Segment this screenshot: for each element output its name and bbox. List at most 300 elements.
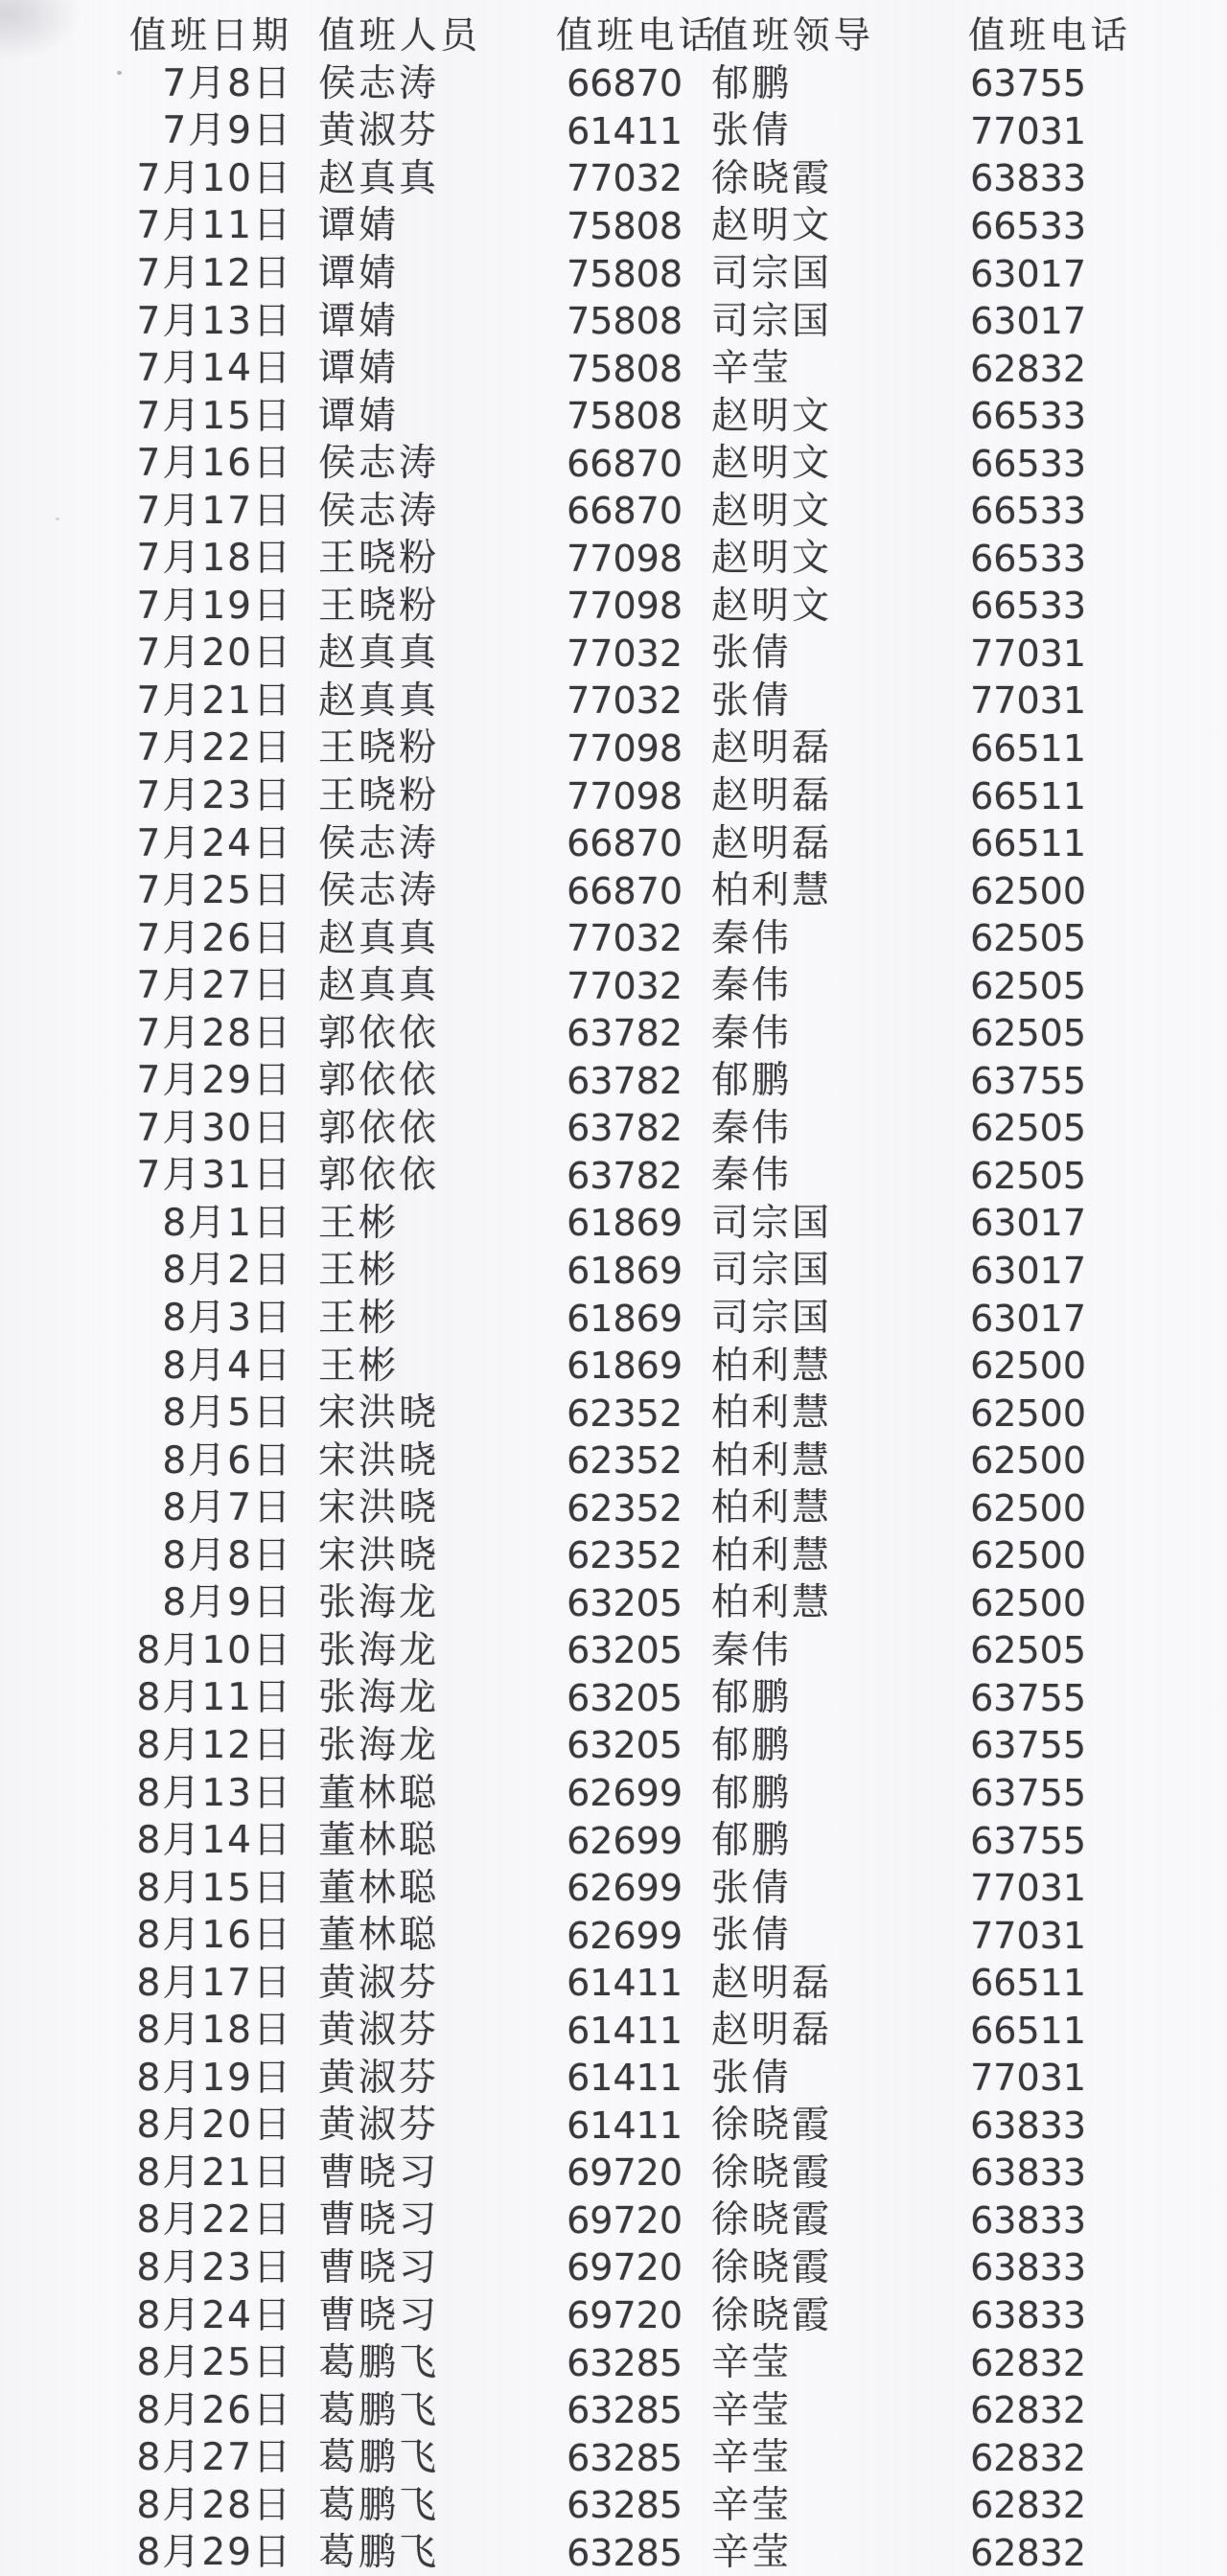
cell-duty-phone: 62699 xyxy=(567,1867,683,1910)
cell-duty-leader: 张倩 xyxy=(711,678,793,723)
cell-duty-phone: 63782 xyxy=(567,1012,683,1055)
cell-duty-phone: 77032 xyxy=(567,679,683,723)
cell-duty-phone: 77098 xyxy=(567,585,683,628)
cell-duty-phone: 61869 xyxy=(567,1202,683,1245)
cell-duty-phone: 75808 xyxy=(567,395,683,438)
cell-duty-date: 7月15日 xyxy=(136,394,292,438)
cell-leader-phone: 66533 xyxy=(970,585,1086,628)
cell-duty-leader: 柏利慧 xyxy=(711,1392,833,1436)
cell-leader-phone: 62500 xyxy=(970,1392,1086,1435)
cell-duty-leader: 徐晓霞 xyxy=(711,2150,833,2195)
cell-leader-phone: 62500 xyxy=(970,869,1086,912)
cell-duty-person: 张海龙 xyxy=(318,1581,440,1625)
cell-duty-phone: 63782 xyxy=(567,1107,683,1150)
cell-duty-phone: 77098 xyxy=(567,726,683,770)
cell-duty-leader: 柏利慧 xyxy=(711,869,833,913)
table-row xyxy=(0,392,1227,440)
table-row xyxy=(0,2529,1227,2576)
cell-duty-phone: 62699 xyxy=(567,1772,683,1814)
cell-duty-leader: 赵明文 xyxy=(711,442,833,486)
cell-duty-phone: 63205 xyxy=(567,1629,683,1672)
table-row xyxy=(0,535,1227,583)
cell-duty-person: 葛鹏飞 xyxy=(318,2436,440,2480)
cell-leader-phone: 63755 xyxy=(970,62,1086,105)
cell-duty-person: 谭婧 xyxy=(318,299,400,343)
cell-leader-phone: 62832 xyxy=(970,2531,1086,2574)
table-row xyxy=(0,440,1227,488)
cell-duty-phone: 69720 xyxy=(567,2246,683,2289)
cell-leader-phone: 62832 xyxy=(970,2341,1086,2384)
cell-duty-date: 8月9日 xyxy=(162,1581,292,1625)
cell-leader-phone: 66533 xyxy=(970,490,1086,533)
cell-leader-phone: 77031 xyxy=(970,679,1086,723)
cell-leader-phone: 62505 xyxy=(970,917,1086,960)
cell-duty-leader: 赵明文 xyxy=(711,537,833,581)
cell-duty-date: 8月12日 xyxy=(136,1723,292,1767)
cell-duty-date: 7月17日 xyxy=(136,489,292,533)
table-row xyxy=(0,2102,1227,2150)
cell-duty-phone: 77098 xyxy=(567,537,683,580)
cell-duty-phone: 75808 xyxy=(567,204,683,247)
cell-duty-date: 8月24日 xyxy=(136,2293,292,2337)
cell-duty-date: 7月11日 xyxy=(136,204,292,248)
cell-duty-phone: 66870 xyxy=(567,442,683,485)
cell-duty-date: 8月14日 xyxy=(136,1819,292,1863)
cell-duty-leader: 柏利慧 xyxy=(711,1344,833,1388)
cell-duty-person: 王彬 xyxy=(318,1344,400,1388)
cell-duty-leader: 赵明磊 xyxy=(711,774,833,818)
cell-duty-leader: 赵明磊 xyxy=(711,2009,833,2053)
cell-duty-phone: 63285 xyxy=(567,2484,683,2527)
cell-duty-person: 侯志涛 xyxy=(318,489,440,533)
cell-leader-phone: 66533 xyxy=(970,204,1086,247)
cell-leader-phone: 62505 xyxy=(970,1154,1086,1197)
cell-leader-phone: 63755 xyxy=(970,1724,1086,1767)
table-row xyxy=(0,2150,1227,2197)
table-row xyxy=(0,914,1227,962)
cell-duty-phone: 61869 xyxy=(567,1249,683,1292)
cell-duty-leader: 张倩 xyxy=(711,632,793,676)
cell-duty-person: 郭依依 xyxy=(318,1011,440,1055)
cell-leader-phone: 63017 xyxy=(970,1297,1086,1340)
cell-duty-leader: 徐晓霞 xyxy=(711,2198,833,2242)
table-row xyxy=(0,1152,1227,1200)
cell-duty-person: 董林聪 xyxy=(318,1866,440,1910)
cell-duty-phone: 61411 xyxy=(567,2104,683,2147)
cell-duty-date: 7月27日 xyxy=(136,964,292,1008)
cell-duty-date: 8月25日 xyxy=(136,2341,292,2385)
cell-duty-date: 8月22日 xyxy=(136,2198,292,2242)
cell-leader-phone: 63755 xyxy=(970,1772,1086,1814)
cell-duty-phone: 61411 xyxy=(567,2057,683,2100)
cell-duty-date: 8月2日 xyxy=(162,1249,292,1293)
cell-duty-date: 8月4日 xyxy=(162,1344,292,1388)
cell-duty-leader: 张倩 xyxy=(711,2056,793,2100)
cell-duty-leader: 司宗国 xyxy=(711,252,833,295)
cell-duty-leader: 赵明磊 xyxy=(711,821,833,865)
cell-duty-person: 侯志涛 xyxy=(318,61,440,105)
cell-leader-phone: 62832 xyxy=(970,2484,1086,2527)
cell-duty-person: 王彬 xyxy=(318,1249,400,1293)
cell-duty-phone: 62352 xyxy=(567,1486,683,1530)
table-row xyxy=(0,2007,1227,2055)
cell-leader-phone: 63755 xyxy=(970,1059,1086,1102)
cell-duty-person: 宋洪晓 xyxy=(318,1438,440,1483)
cell-leader-phone: 62505 xyxy=(970,1629,1086,1672)
cell-duty-date: 7月20日 xyxy=(136,632,292,676)
cell-duty-date: 8月20日 xyxy=(136,2104,292,2148)
table-row xyxy=(0,1200,1227,1248)
cell-duty-date: 8月26日 xyxy=(136,2388,292,2432)
table-row xyxy=(0,60,1227,108)
cell-duty-leader: 辛莹 xyxy=(711,347,793,391)
cell-duty-date: 8月21日 xyxy=(136,2150,292,2195)
cell-leader-phone: 66511 xyxy=(970,2009,1086,2052)
cell-leader-phone: 66533 xyxy=(970,395,1086,438)
table-row xyxy=(0,2055,1227,2103)
table-row xyxy=(0,1247,1227,1295)
cell-leader-phone: 66511 xyxy=(970,822,1086,865)
cell-duty-phone: 66870 xyxy=(567,62,683,105)
cell-duty-person: 葛鹏飞 xyxy=(318,2531,440,2575)
cell-duty-phone: 77032 xyxy=(567,964,683,1007)
cell-leader-phone: 63755 xyxy=(970,1676,1086,1719)
cell-duty-date: 8月16日 xyxy=(136,1914,292,1958)
cell-duty-person: 张海龙 xyxy=(318,1676,440,1720)
cell-duty-leader: 秦伟 xyxy=(711,1106,793,1150)
cell-duty-phone: 66870 xyxy=(567,490,683,533)
table-body xyxy=(0,60,1227,2576)
cell-leader-phone: 77031 xyxy=(970,2057,1086,2100)
cell-duty-person: 董林聪 xyxy=(318,1819,440,1863)
cell-duty-leader: 秦伟 xyxy=(711,1011,793,1055)
cell-duty-person: 谭婧 xyxy=(318,394,400,438)
table-row xyxy=(0,1295,1227,1343)
cell-duty-leader: 郁鹏 xyxy=(711,1676,793,1720)
table-row xyxy=(0,1342,1227,1390)
header-duty-leader: 值班领导 xyxy=(711,13,875,58)
cell-duty-date: 7月8日 xyxy=(162,61,292,105)
cell-duty-person: 郭依依 xyxy=(318,1106,440,1150)
cell-leader-phone: 66533 xyxy=(970,442,1086,485)
cell-duty-person: 曹晓习 xyxy=(318,2293,440,2337)
cell-leader-phone: 66511 xyxy=(970,1962,1086,2005)
cell-leader-phone: 63833 xyxy=(970,2151,1086,2195)
cell-duty-phone: 75808 xyxy=(567,347,683,390)
cell-duty-date: 7月26日 xyxy=(136,916,292,960)
cell-duty-person: 张海龙 xyxy=(318,1723,440,1767)
cell-duty-date: 8月10日 xyxy=(136,1628,292,1672)
cell-duty-phone: 77098 xyxy=(567,774,683,817)
table-row xyxy=(0,772,1227,820)
cell-duty-phone: 63205 xyxy=(567,1581,683,1624)
cell-duty-phone: 62699 xyxy=(567,1914,683,1957)
cell-duty-phone: 69720 xyxy=(567,2151,683,2195)
cell-duty-leader: 郁鹏 xyxy=(711,61,793,105)
cell-leader-phone: 77031 xyxy=(970,109,1086,152)
cell-duty-leader: 赵明文 xyxy=(711,394,833,438)
cell-duty-phone: 63782 xyxy=(567,1059,683,1102)
cell-duty-phone: 62352 xyxy=(567,1392,683,1435)
cell-duty-date: 8月8日 xyxy=(162,1533,292,1577)
cell-duty-phone: 61411 xyxy=(567,2009,683,2052)
cell-duty-phone: 75808 xyxy=(567,252,683,295)
cell-duty-date: 8月11日 xyxy=(136,1676,292,1720)
cell-leader-phone: 62500 xyxy=(970,1486,1086,1530)
cell-duty-leader: 郁鹏 xyxy=(711,1819,793,1863)
cell-duty-leader: 辛莹 xyxy=(711,2341,793,2385)
cell-duty-leader: 赵明磊 xyxy=(711,726,833,770)
cell-duty-person: 王彬 xyxy=(318,1297,400,1341)
cell-duty-person: 谭婧 xyxy=(318,252,400,295)
cell-leader-phone: 63833 xyxy=(970,2104,1086,2147)
table-row xyxy=(0,2434,1227,2482)
cell-duty-person: 赵真真 xyxy=(318,678,440,723)
cell-duty-date: 7月10日 xyxy=(136,156,292,200)
cell-duty-person: 黄淑芬 xyxy=(318,2104,440,2148)
cell-duty-date: 7月12日 xyxy=(136,252,292,295)
cell-duty-person: 郭依依 xyxy=(318,1059,440,1103)
cell-duty-date: 7月9日 xyxy=(162,109,292,153)
cell-duty-phone: 69720 xyxy=(567,2294,683,2337)
table-row xyxy=(0,202,1227,250)
table-row xyxy=(0,1484,1227,1532)
cell-duty-leader: 柏利慧 xyxy=(711,1486,833,1530)
cell-duty-person: 赵真真 xyxy=(318,632,440,676)
cell-leader-phone: 62500 xyxy=(970,1581,1086,1624)
cell-duty-date: 8月28日 xyxy=(136,2483,292,2527)
table-row xyxy=(0,2196,1227,2244)
cell-duty-leader: 司宗国 xyxy=(711,1297,833,1341)
cell-duty-person: 黄淑芬 xyxy=(318,2009,440,2053)
table-row xyxy=(0,487,1227,535)
cell-duty-date: 8月19日 xyxy=(136,2056,292,2100)
table-row xyxy=(0,1722,1227,1770)
table-row xyxy=(0,630,1227,678)
table-row xyxy=(0,1390,1227,1438)
cell-duty-leader: 司宗国 xyxy=(711,1201,833,1245)
cell-leader-phone: 66533 xyxy=(970,537,1086,580)
table-row xyxy=(0,583,1227,631)
cell-duty-person: 葛鹏飞 xyxy=(318,2483,440,2527)
table-row xyxy=(0,1674,1227,1722)
cell-leader-phone: 62500 xyxy=(970,1534,1086,1577)
cell-duty-phone: 63285 xyxy=(567,2341,683,2384)
cell-leader-phone: 66511 xyxy=(970,726,1086,770)
cell-duty-leader: 赵明文 xyxy=(711,584,833,628)
table-row xyxy=(0,1864,1227,1912)
cell-duty-leader: 秦伟 xyxy=(711,1628,793,1672)
table-row xyxy=(0,2291,1227,2339)
cell-duty-phone: 69720 xyxy=(567,2198,683,2242)
cell-duty-phone: 62699 xyxy=(567,1819,683,1862)
cell-duty-person: 赵真真 xyxy=(318,964,440,1008)
header-leader-phone: 值班电话 xyxy=(968,13,1132,58)
cell-duty-leader: 徐晓霞 xyxy=(711,2104,833,2148)
cell-duty-date: 7月25日 xyxy=(136,869,292,913)
table-row xyxy=(0,297,1227,345)
header-duty-phone: 值班电话 xyxy=(556,13,720,58)
cell-duty-leader: 柏利慧 xyxy=(711,1581,833,1625)
cell-duty-person: 黄淑芬 xyxy=(318,109,440,153)
cell-duty-leader: 张倩 xyxy=(711,109,793,153)
table-row xyxy=(0,2481,1227,2529)
cell-duty-date: 8月29日 xyxy=(136,2531,292,2575)
table-row xyxy=(0,1627,1227,1675)
table-row xyxy=(0,2244,1227,2292)
cell-duty-leader: 秦伟 xyxy=(711,964,793,1008)
cell-duty-person: 曹晓习 xyxy=(318,2245,440,2289)
table-row xyxy=(0,724,1227,772)
cell-duty-person: 王晓粉 xyxy=(318,584,440,628)
cell-leader-phone: 63833 xyxy=(970,2294,1086,2337)
cell-duty-person: 王晓粉 xyxy=(318,774,440,818)
cell-leader-phone: 62832 xyxy=(970,2436,1086,2479)
cell-duty-phone: 61411 xyxy=(567,1962,683,2005)
cell-duty-date: 7月23日 xyxy=(136,774,292,818)
cell-leader-phone: 77031 xyxy=(970,1914,1086,1957)
cell-duty-phone: 63782 xyxy=(567,1154,683,1197)
cell-leader-phone: 63017 xyxy=(970,300,1086,343)
cell-duty-date: 7月18日 xyxy=(136,537,292,581)
cell-duty-leader: 徐晓霞 xyxy=(711,2293,833,2337)
cell-duty-person: 张海龙 xyxy=(318,1628,440,1672)
cell-duty-phone: 77032 xyxy=(567,157,683,200)
cell-duty-phone: 66870 xyxy=(567,869,683,912)
cell-leader-phone: 77031 xyxy=(970,632,1086,675)
table-row xyxy=(0,1769,1227,1817)
cell-duty-phone: 61869 xyxy=(567,1345,683,1388)
header-duty-date: 值班日期 xyxy=(128,13,292,58)
cell-leader-phone: 63017 xyxy=(970,252,1086,295)
cell-duty-phone: 66870 xyxy=(567,822,683,865)
cell-duty-date: 8月1日 xyxy=(162,1201,292,1245)
cell-leader-phone: 62505 xyxy=(970,964,1086,1007)
cell-duty-person: 黄淑芬 xyxy=(318,1961,440,2005)
table-row xyxy=(0,1009,1227,1057)
cell-duty-person: 谭婧 xyxy=(318,347,400,391)
cell-duty-date: 7月22日 xyxy=(136,726,292,770)
cell-leader-phone: 63755 xyxy=(970,1819,1086,1862)
cell-duty-leader: 郁鹏 xyxy=(711,1723,793,1767)
cell-duty-date: 8月23日 xyxy=(136,2245,292,2289)
table-row xyxy=(0,1579,1227,1627)
cell-duty-date: 7月24日 xyxy=(136,821,292,865)
cell-duty-person: 宋洪晓 xyxy=(318,1486,440,1530)
cell-duty-person: 董林聪 xyxy=(318,1771,440,1815)
cell-duty-person: 王晓粉 xyxy=(318,537,440,581)
table-row xyxy=(0,2339,1227,2387)
header-duty-person: 值班人员 xyxy=(318,13,482,58)
cell-duty-leader: 辛莹 xyxy=(711,2388,793,2432)
cell-duty-phone: 77032 xyxy=(567,632,683,675)
cell-duty-phone: 75808 xyxy=(567,300,683,343)
cell-duty-date: 8月27日 xyxy=(136,2436,292,2480)
table-row xyxy=(0,1959,1227,2007)
table-row xyxy=(0,962,1227,1010)
cell-duty-phone: 61411 xyxy=(567,109,683,152)
cell-duty-date: 8月17日 xyxy=(136,1961,292,2005)
cell-duty-person: 王晓粉 xyxy=(318,726,440,770)
cell-duty-phone: 77032 xyxy=(567,917,683,960)
cell-leader-phone: 77031 xyxy=(970,1867,1086,1910)
table-header-row xyxy=(0,12,1227,60)
cell-duty-date: 8月5日 xyxy=(162,1392,292,1436)
cell-leader-phone: 63017 xyxy=(970,1202,1086,1245)
cell-duty-leader: 辛莹 xyxy=(711,2436,793,2480)
cell-duty-leader: 张倩 xyxy=(711,1866,793,1910)
cell-duty-phone: 63285 xyxy=(567,2436,683,2479)
cell-duty-person: 黄淑芬 xyxy=(318,2056,440,2100)
table-row xyxy=(0,819,1227,867)
cell-duty-phone: 63285 xyxy=(567,2389,683,2432)
cell-duty-leader: 赵明文 xyxy=(711,204,833,248)
cell-duty-person: 葛鹏飞 xyxy=(318,2388,440,2432)
cell-duty-person: 宋洪晓 xyxy=(318,1392,440,1436)
cell-leader-phone: 66511 xyxy=(970,774,1086,817)
cell-duty-phone: 63205 xyxy=(567,1676,683,1719)
cell-duty-leader: 赵明文 xyxy=(711,489,833,533)
cell-duty-person: 赵真真 xyxy=(318,156,440,200)
cell-duty-leader: 郁鹏 xyxy=(711,1059,793,1103)
cell-duty-phone: 63205 xyxy=(567,1724,683,1767)
cell-duty-date: 8月18日 xyxy=(136,2009,292,2053)
cell-duty-phone: 61869 xyxy=(567,1297,683,1340)
cell-duty-date: 7月28日 xyxy=(136,1011,292,1055)
cell-duty-date: 7月19日 xyxy=(136,584,292,628)
table-row xyxy=(0,250,1227,298)
cell-duty-person: 葛鹏飞 xyxy=(318,2341,440,2385)
cell-duty-person: 侯志涛 xyxy=(318,442,440,486)
cell-duty-person: 赵真真 xyxy=(318,916,440,960)
cell-duty-person: 郭依依 xyxy=(318,1154,440,1198)
cell-duty-phone: 63285 xyxy=(567,2531,683,2574)
table-row xyxy=(0,107,1227,155)
cell-duty-date: 7月16日 xyxy=(136,442,292,486)
cell-duty-date: 7月30日 xyxy=(136,1106,292,1150)
cell-duty-date: 8月15日 xyxy=(136,1866,292,1910)
table-row xyxy=(0,1437,1227,1484)
cell-duty-leader: 司宗国 xyxy=(711,1249,833,1293)
cell-duty-date: 8月7日 xyxy=(162,1486,292,1530)
table-row xyxy=(0,155,1227,203)
cell-duty-leader: 秦伟 xyxy=(711,916,793,960)
table-row xyxy=(0,345,1227,393)
table-row xyxy=(0,1057,1227,1105)
cell-duty-person: 侯志涛 xyxy=(318,821,440,865)
cell-leader-phone: 62832 xyxy=(970,347,1086,390)
cell-duty-date: 8月3日 xyxy=(162,1297,292,1341)
cell-duty-phone: 62352 xyxy=(567,1439,683,1483)
cell-leader-phone: 62832 xyxy=(970,2389,1086,2432)
cell-duty-leader: 郁鹏 xyxy=(711,1771,793,1815)
cell-duty-person: 王彬 xyxy=(318,1201,400,1245)
cell-duty-date: 7月29日 xyxy=(136,1059,292,1103)
cell-leader-phone: 62500 xyxy=(970,1345,1086,1388)
cell-duty-leader: 柏利慧 xyxy=(711,1533,833,1577)
table-row xyxy=(0,1912,1227,1960)
cell-leader-phone: 63833 xyxy=(970,2198,1086,2242)
cell-duty-date: 8月13日 xyxy=(136,1771,292,1815)
cell-duty-leader: 秦伟 xyxy=(711,1154,793,1198)
cell-duty-person: 谭婧 xyxy=(318,204,400,248)
cell-duty-date: 7月31日 xyxy=(136,1154,292,1198)
cell-duty-date: 7月13日 xyxy=(136,299,292,343)
cell-leader-phone: 62505 xyxy=(970,1107,1086,1150)
table-row xyxy=(0,2386,1227,2434)
cell-duty-leader: 柏利慧 xyxy=(711,1438,833,1483)
cell-leader-phone: 62500 xyxy=(970,1439,1086,1483)
